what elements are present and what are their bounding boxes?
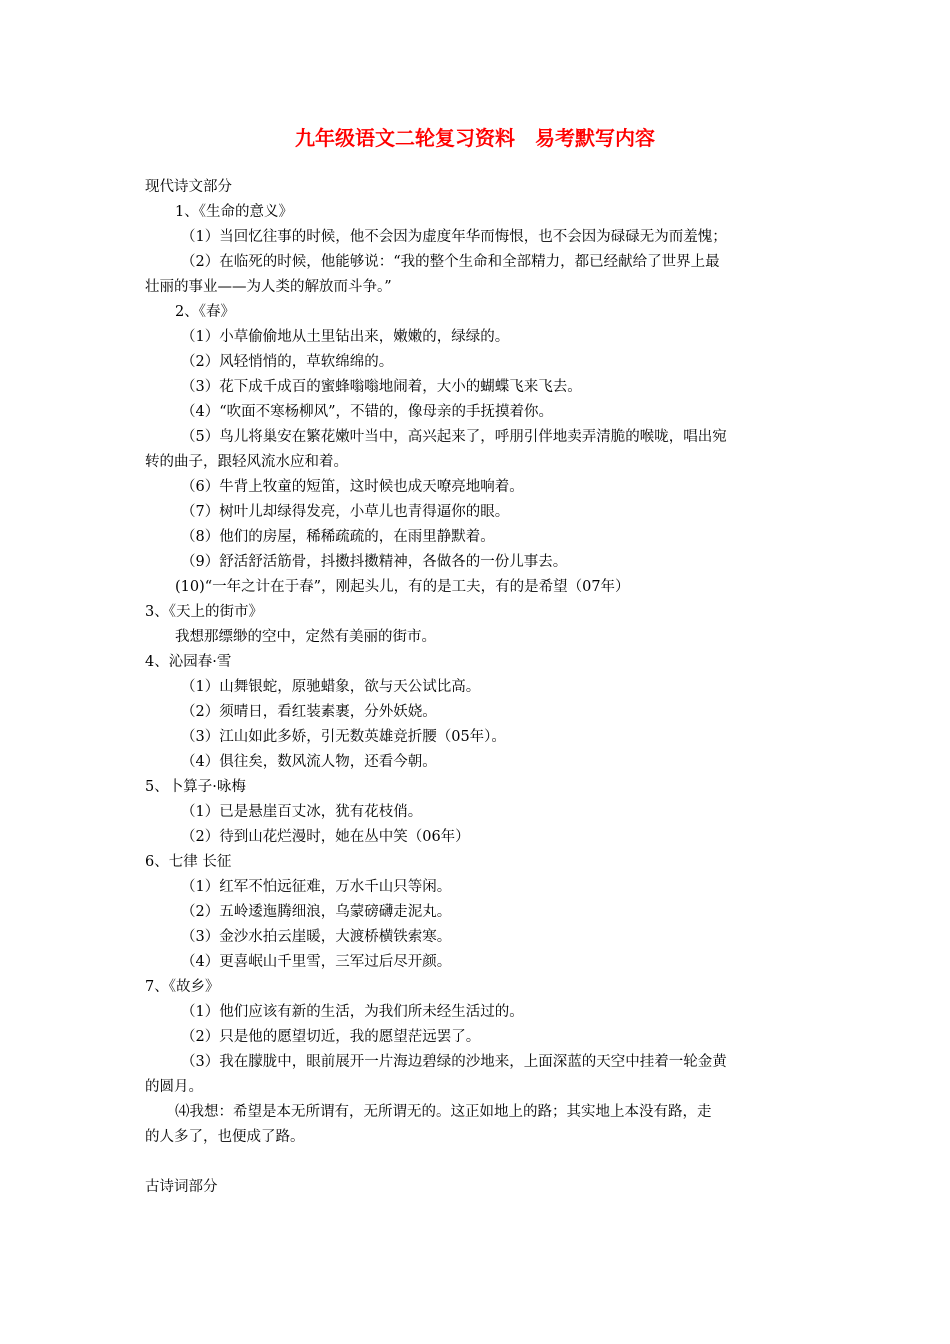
quote-line-continued: 壮丽的事业——为人类的解放而斗争。” bbox=[145, 279, 392, 295]
quote-line: （1）当回忆往事的时候，他不会因为虚度年华而悔恨，也不会因为碌碌无为而羞愧； bbox=[181, 229, 727, 245]
quote-line: （1）小草偷偷地从土里钻出来，嫩嫩的，绿绿的。 bbox=[181, 329, 510, 345]
quote-line-continued: 转的曲子，跟轻风流水应和着。 bbox=[145, 454, 348, 470]
quote-line: （4）俱往矣，数风流人物，还看今朝。 bbox=[181, 754, 437, 770]
quote-line-continued: 的人多了，也便成了路。 bbox=[145, 1129, 305, 1145]
quote-line: （2）在临死的时候，他能够说：“我的整个生命和全部精力，都已经献给了世界上最 bbox=[181, 254, 720, 270]
item-heading-2: 2、《春》 bbox=[175, 304, 235, 320]
item-heading-1: 1、《生命的意义》 bbox=[175, 204, 293, 220]
quote-line: （4）“吹面不寒杨柳风”，不错的，像母亲的手抚摸着你。 bbox=[181, 404, 554, 420]
quote-line: （2）须晴日，看红装素裹，分外妖娆。 bbox=[181, 704, 437, 720]
item-heading-7: 7、《故乡》 bbox=[145, 979, 220, 995]
quote-line: (10)“一年之计在于春”，刚起头儿，有的是工夫，有的是希望（07年） bbox=[175, 579, 630, 595]
document-title: 九年级语文二轮复习资料 易考默写内容 bbox=[295, 126, 655, 150]
quote-line: （3）江山如此多娇，引无数英雄竞折腰（05年）。 bbox=[181, 729, 506, 745]
item-heading-4: 4、沁园春·雪 bbox=[145, 654, 232, 670]
quote-line: （2）风轻悄悄的，草软绵绵的。 bbox=[181, 354, 394, 370]
quote-line: （3）金沙水拍云崖暖，大渡桥横铁索寒。 bbox=[181, 929, 452, 945]
quote-line: （3）花下成千成百的蜜蜂嗡嗡地闹着，大小的蝴蝶飞来飞去。 bbox=[181, 379, 582, 395]
quote-line: （5）鸟儿将巢安在繁花嫩叶当中，高兴起来了，呼朋引伴地卖弄清脆的喉咙，唱出宛 bbox=[181, 429, 727, 445]
quote-line: （8）他们的房屋，稀稀疏疏的，在雨里静默着。 bbox=[181, 529, 495, 545]
quote-line: （4）更喜岷山千里雪，三军过后尽开颜。 bbox=[181, 954, 452, 970]
quote-line: ⑷我想：希望是本无所谓有，无所谓无的。这正如地上的路；其实地上本没有路，走 bbox=[175, 1104, 712, 1120]
quote-line: （6）牛背上牧童的短笛，这时候也成天嘹亮地响着。 bbox=[181, 479, 524, 495]
section-heading-classical: 古诗词部分 bbox=[145, 1179, 218, 1195]
document-body bbox=[145, 175, 815, 1200]
quote-line: （2）待到山花烂漫时，她在丛中笑（06年） bbox=[181, 829, 470, 845]
quote-line-continued: 的圆月。 bbox=[145, 1079, 203, 1095]
quote-line: （2）五岭逶迤腾细浪，乌蒙磅礴走泥丸。 bbox=[181, 904, 452, 920]
blank-line bbox=[145, 1150, 815, 1175]
quote-line: 我想那缥缈的空中，定然有美丽的街市。 bbox=[175, 629, 436, 645]
quote-line: （1）他们应该有新的生活，为我们所未经生活过的。 bbox=[181, 1004, 524, 1020]
quote-line: （2）只是他的愿望切近，我的愿望茫远罢了。 bbox=[181, 1029, 481, 1045]
item-heading-5: 5、卜算子·咏梅 bbox=[145, 779, 246, 795]
item-heading-6: 6、七律 长征 bbox=[145, 854, 232, 870]
quote-line: （1）已是悬崖百丈冰，犹有花枝俏。 bbox=[181, 804, 423, 820]
item-heading-3: 3、《天上的街市》 bbox=[145, 604, 263, 620]
quote-line: （9）舒活舒活筋骨，抖擞抖擞精神，各做各的一份儿事去。 bbox=[181, 554, 568, 570]
quote-line: （7）树叶儿却绿得发亮，小草儿也青得逼你的眼。 bbox=[181, 504, 510, 520]
section-heading-modern: 现代诗文部分 bbox=[145, 179, 232, 195]
quote-line: （1）山舞银蛇，原驰蜡象，欲与天公试比高。 bbox=[181, 679, 481, 695]
quote-line: （3）我在朦胧中，眼前展开一片海边碧绿的沙地来，上面深蓝的天空中挂着一轮金黄 bbox=[181, 1054, 727, 1070]
quote-line: （1）红军不怕远征难，万水千山只等闲。 bbox=[181, 879, 452, 895]
